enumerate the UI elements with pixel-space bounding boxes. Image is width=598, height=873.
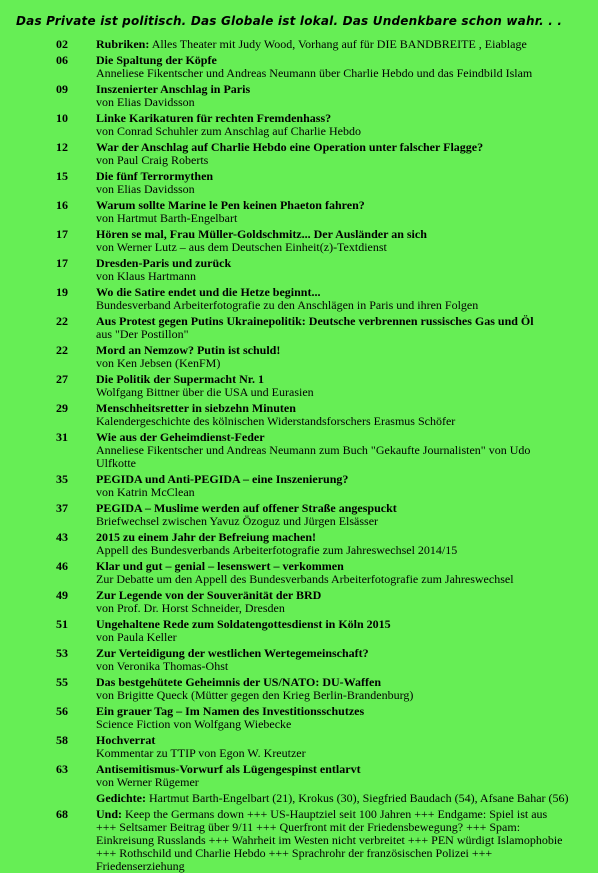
entry-title: Hochverrat xyxy=(96,733,156,747)
entry-subtitle: Zur Debatte um den Appell des Bundesverbands Arbeiterfotografie zum Jahreswechsel xyxy=(96,572,514,586)
entry-title: Inszenierter Anschlag in Paris xyxy=(96,82,251,96)
entry-title: PEGIDA und Anti-PEGIDA – eine Inszenierung? xyxy=(96,472,349,486)
page-number: 56 xyxy=(56,704,68,718)
entry-title: 2015 zu einem Jahr der Befreiung machen! xyxy=(96,530,316,544)
entry-title: Ein grauer Tag – Im Namen des Investitionsschutzes xyxy=(96,704,365,718)
toc-entry xyxy=(56,112,570,138)
entry-subtitle: von Brigitte Queck (Mütter gegen den Krieg Berlin-Brandenburg) xyxy=(96,688,414,702)
page-number: 12 xyxy=(56,140,68,154)
entry-body xyxy=(96,141,570,167)
page-number: 19 xyxy=(56,285,68,299)
entry-body xyxy=(96,618,570,644)
entry-title: Ungehaltene Rede zum Soldatengottesdienst in Köln 2015 xyxy=(96,617,391,631)
entry-subtitle: von Ken Jebsen (KenFM) xyxy=(96,356,221,370)
entry-body xyxy=(96,734,570,760)
entry-title: Warum sollte Marine le Pen keinen Phaeton fahren? xyxy=(96,198,365,212)
entry-subtitle: von Katrin McClean xyxy=(96,485,195,499)
entry-subtitle: von Werner Lutz – aus dem Deutschen Einheit(z)-Textdienst xyxy=(96,240,387,254)
toc-entry xyxy=(56,199,570,225)
entry-body xyxy=(96,560,570,586)
entry-subtitle: von Paula Keller xyxy=(96,630,177,644)
entry-body xyxy=(96,170,570,196)
entry-body xyxy=(96,531,570,557)
page-number: 58 xyxy=(56,733,68,747)
page-number: 35 xyxy=(56,472,68,486)
page-number: 22 xyxy=(56,343,68,357)
page-number: 27 xyxy=(56,372,68,386)
toc-entry xyxy=(56,373,570,399)
page-number: 63 xyxy=(56,762,68,776)
entry-title: PEGIDA – Muslime werden auf offener Straße angespuckt xyxy=(96,501,397,515)
entry-subtitle: von Werner Rügemer xyxy=(96,775,199,789)
entry-title: Und: xyxy=(96,807,123,821)
toc-entry xyxy=(56,560,570,586)
entry-title: Rubriken: xyxy=(96,37,150,51)
entry-body xyxy=(96,676,570,702)
toc-entry xyxy=(56,431,570,470)
entry-body xyxy=(96,808,570,873)
entry-body xyxy=(96,228,570,254)
entry-title: Die Spaltung der Köpfe xyxy=(96,53,217,67)
page-number: 17 xyxy=(56,227,68,241)
entry-title: Wo die Satire endet und die Hetze beginnt... xyxy=(96,285,321,299)
toc-entry xyxy=(56,763,570,789)
toc-entry xyxy=(56,502,570,528)
entry-title: Aus Protest gegen Putins Ukrainepolitik: Deutsche verbrennen russisches Gas und Öl xyxy=(96,314,534,328)
toc-entry xyxy=(56,228,570,254)
toc-entry xyxy=(56,808,570,873)
toc-entry xyxy=(56,54,570,80)
entry-body xyxy=(96,402,570,428)
entry-title: Mord an Nemzow? Putin ist schuld! xyxy=(96,343,281,357)
page-number: 29 xyxy=(56,401,68,415)
page-number: 06 xyxy=(56,53,68,67)
page-number: 17 xyxy=(56,256,68,270)
entry-body xyxy=(96,112,570,138)
page-number: 37 xyxy=(56,501,68,515)
entry-body xyxy=(96,473,570,499)
entry-body xyxy=(96,54,570,80)
toc-entry xyxy=(56,647,570,673)
entry-subtitle: Wolfgang Bittner über die USA und Eurasien xyxy=(96,385,314,399)
entry-subtitle: Briefwechsel zwischen Yavuz Özoguz und Jürgen Elsässer xyxy=(96,514,379,528)
table-of-contents xyxy=(56,38,570,873)
toc-entry xyxy=(56,315,570,341)
page-number: 22 xyxy=(56,314,68,328)
entry-body xyxy=(96,199,570,225)
toc-entry xyxy=(56,286,570,312)
entry-body xyxy=(96,286,570,312)
entry-body xyxy=(96,502,570,528)
entry-subtitle: von Conrad Schuhler zum Anschlag auf Charlie Hebdo xyxy=(96,124,361,138)
entry-title: Antisemitismus-Vorwurf als Lügengespinst entlarvt xyxy=(96,762,361,776)
entry-body xyxy=(96,373,570,399)
page-header: Das Private ist politisch. Das Globale ist lokal. Das Undenkbare schon wahr. . . xyxy=(16,14,563,28)
entry-subtitle: von Hartmut Barth-Engelbart xyxy=(96,211,238,225)
entry-body xyxy=(96,647,570,673)
entry-title: Gedichte: xyxy=(96,791,146,805)
toc-entry xyxy=(56,734,570,760)
toc-entry xyxy=(56,141,570,167)
entry-body xyxy=(96,83,570,109)
entry-subtitle: von Veronika Thomas-Ohst xyxy=(96,659,229,673)
toc-entry xyxy=(56,618,570,644)
toc-entry xyxy=(56,257,570,283)
entry-body xyxy=(96,763,570,789)
page-number: 31 xyxy=(56,430,68,444)
entry-subtitle: von Paul Craig Roberts xyxy=(96,153,209,167)
page-number: 49 xyxy=(56,588,68,602)
entry-body xyxy=(96,257,570,283)
toc-entry xyxy=(56,705,570,731)
entry-subtitle: Kalendergeschichte des kölnischen Widerstandsforschers Erasmus Schöfer xyxy=(96,414,456,428)
entry-title: Zur Legende von der Souveränität der BRD xyxy=(96,588,322,602)
toc-entry xyxy=(56,676,570,702)
page-number: 09 xyxy=(56,82,68,96)
toc-entry xyxy=(56,38,570,51)
entry-subtitle: von Prof. Dr. Horst Schneider, Dresden xyxy=(96,601,285,615)
entry-body xyxy=(96,589,570,615)
entry-subtitle: Science Fiction von Wolfgang Wiebecke xyxy=(96,717,292,731)
page-number: 02 xyxy=(56,37,68,51)
entry-body xyxy=(96,705,570,731)
entry-title: Zur Verteidigung der westlichen Wertegemeinschaft? xyxy=(96,646,369,660)
toc-entry xyxy=(56,473,570,499)
toc-entry xyxy=(56,792,570,805)
page-number: 15 xyxy=(56,169,68,183)
entry-subtitle: von Elias Davidsson xyxy=(96,182,195,196)
page-number: 16 xyxy=(56,198,68,212)
entry-title: Die fünf Terrormythen xyxy=(96,169,214,183)
toc-entry xyxy=(56,83,570,109)
entry-title: Linke Karikaturen für rechten Fremdenhass? xyxy=(96,111,332,125)
entry-subtitle: Kommentar zu TTIP von Egon W. Kreutzer xyxy=(96,746,306,760)
toc-entry xyxy=(56,589,570,615)
entry-subtitle: Hartmut Barth-Engelbart (21), Krokus (30), Siegfried Baudach (54), Afsane Bahar (56) xyxy=(149,791,569,805)
page-number: 68 xyxy=(56,807,68,821)
entry-subtitle: Anneliese Fikentscher und Andreas Neumann über Charlie Hebdo und das Feindbild Islam xyxy=(96,66,533,80)
entry-subtitle: Alles Theater mit Judy Wood, Vorhang auf für DIE BANDBREITE , Eiablage xyxy=(151,37,527,51)
toc-entry xyxy=(56,344,570,370)
entry-subtitle: Bundesverband Arbeiterfotografie zu den Anschlägen in Paris und ihren Folgen xyxy=(96,298,479,312)
page-number: 51 xyxy=(56,617,68,631)
entry-body xyxy=(96,792,570,805)
entry-subtitle: von Klaus Hartmann xyxy=(96,269,196,283)
entry-body xyxy=(96,315,570,341)
entry-subtitle: von Elias Davidsson xyxy=(96,95,195,109)
entry-title: Dresden-Paris und zurück xyxy=(96,256,232,270)
page-number: 10 xyxy=(56,111,68,125)
toc-entry xyxy=(56,170,570,196)
entry-subtitle: Keep the Germans down +++ US-Hauptziel seit 100 Jahren +++ Endgame: Spiel ist aus +++ Seltsamer Beitrag über 9/11 +++ Querfront mit der Friedensbewegung? +++ Spam: Einkreisung Russlands +++ Wahrheit im Westen nicht verbreitet +++ PEN würdigt Islamophobie +++ Rothschild und Charlie Hebdo +++ Sprachrohr der französischen Polizei +++ Friedenserziehung xyxy=(96,807,563,873)
entry-title: Klar und gut – genial – lesenswert – verkommen xyxy=(96,559,344,573)
toc-entry xyxy=(56,531,570,557)
entry-title: Wie aus der Geheimdienst-Feder xyxy=(96,430,265,444)
entry-title: Hören se mal, Frau Müller-Goldschmitz... Der Ausländer an sich xyxy=(96,227,427,241)
entry-title: War der Anschlag auf Charlie Hebdo eine Operation unter falscher Flagge? xyxy=(96,140,484,154)
entry-title: Menschheitsretter in siebzehn Minuten xyxy=(96,401,296,415)
entry-subtitle: Anneliese Fikentscher und Andreas Neumann zum Buch "Gekaufte Journalisten" von Udo Ulfkotte xyxy=(96,443,531,470)
page-number: 55 xyxy=(56,675,68,689)
entry-body xyxy=(96,431,570,470)
page-number: 43 xyxy=(56,530,68,544)
entry-subtitle: aus "Der Postillon" xyxy=(96,327,189,341)
entry-subtitle: Appell des Bundesverbands Arbeiterfotografie zum Jahreswechsel 2014/15 xyxy=(96,543,458,557)
entry-title: Das bestgehütete Geheimnis der US/NATO: DU-Waffen xyxy=(96,675,381,689)
entry-title: Die Politik der Supermacht Nr. 1 xyxy=(96,372,264,386)
toc-entry xyxy=(56,402,570,428)
page-number: 53 xyxy=(56,646,68,660)
entry-body xyxy=(96,344,570,370)
entry-body xyxy=(96,38,570,51)
page-number: 46 xyxy=(56,559,68,573)
